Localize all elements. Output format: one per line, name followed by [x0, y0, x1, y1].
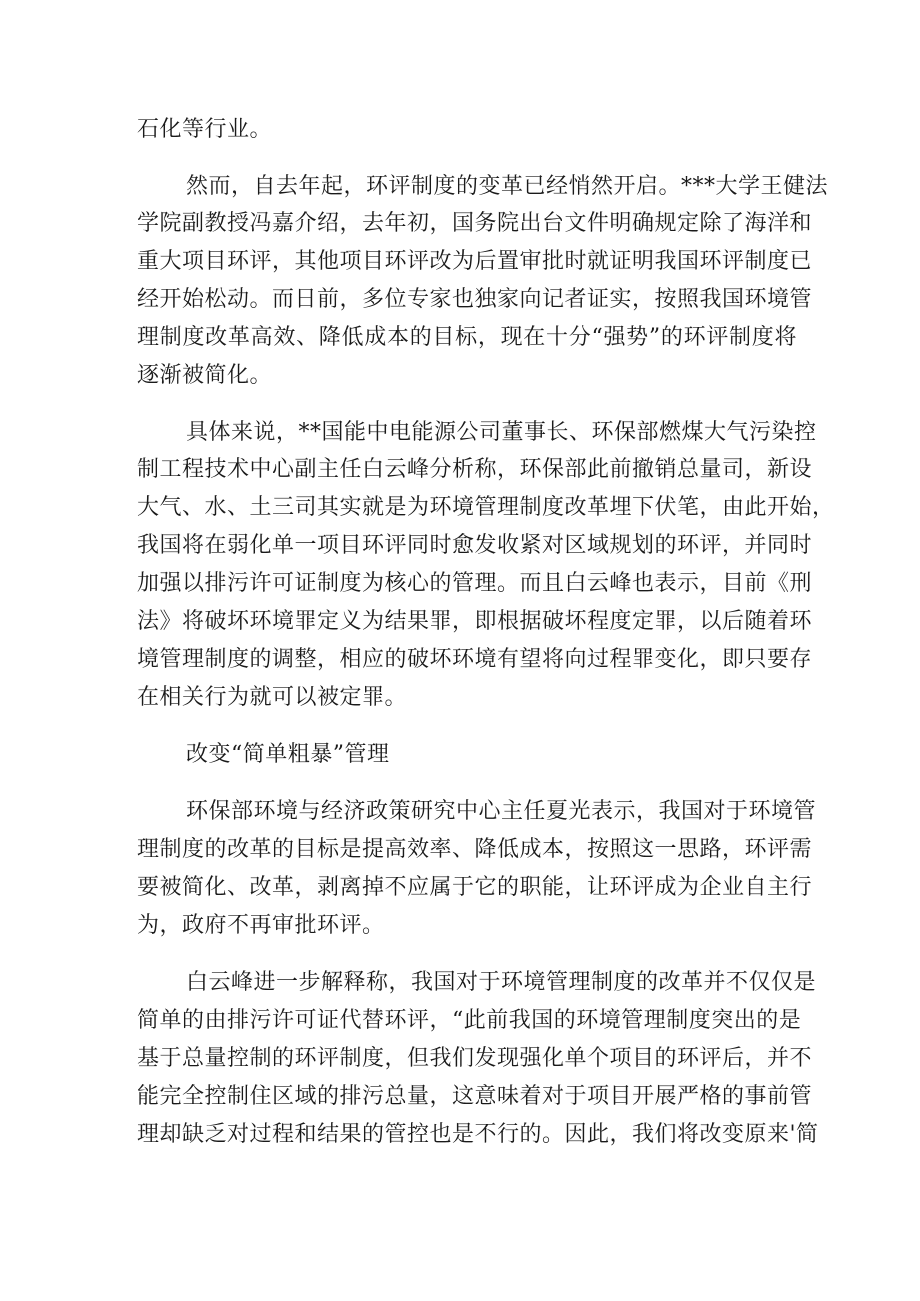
paragraph-line: 能完全控制住区域的排污总量，这意味着对于项目开展严格的事前管 [137, 1084, 813, 1109]
paragraph-line: 为，政府不再审批环评。 [137, 913, 385, 938]
paragraph-line: 逐渐被简化。 [137, 363, 273, 388]
paragraph-line: 理制度改革高效、降低成本的目标，现在十分“强势”的环评制度将 [137, 325, 797, 350]
paragraph-line: 加强以排污许可证制度为核心的管理。而且白云峰也表示，目前《刑 [137, 571, 813, 596]
paragraph-line: 基于总量控制的环评制度，但我们发现强化单个项目的环评后，并不 [137, 1046, 813, 1071]
paragraph-line: 我国将在弱化单一项目环评同时愈发收紧对区域规划的环评，并同时 [137, 533, 813, 558]
paragraph-line: 经开始松动。而日前，多位专家也独家向记者证实，按照我国环境管 [137, 287, 813, 312]
paragraph-line: 简单的由排污许可证代替环评，“此前我国的环境管理制度突出的是 [137, 1008, 802, 1033]
paragraph-line: 白云峰进一步解释称，我国对于环境管理制度的改革并不仅仅是 [186, 970, 817, 995]
paragraph-line: 在相关行为就可以被定罪。 [137, 685, 408, 710]
paragraph-line: 然而，自去年起，环评制度的变革已经悄然开启。***大学王健法 [186, 174, 829, 199]
paragraph-line: 制工程技术中心副主任白云峰分析称，环保部此前撤销总量司，新设 [137, 457, 813, 482]
section-heading: 改变“简单粗暴”管理 [186, 742, 390, 767]
paragraph-line: 重大项目环评，其他项目环评改为后置审批时就证明我国环评制度已 [137, 249, 813, 274]
paragraph-line: 境管理制度的调整，相应的破坏环境有望将向过程罪变化，即只要存 [137, 647, 813, 672]
paragraph-line: 法》将破坏环境罪定义为结果罪，即根据破坏程度定罪，以后随着环 [137, 609, 813, 634]
paragraph-line: 要被简化、改革，剥离掉不应属于它的职能，让环评成为企业自主行 [137, 875, 813, 900]
paragraph-line: 学院副教授冯嘉介绍，去年初，国务院出台文件明确规定除了海洋和 [137, 211, 813, 236]
paragraph-line: 大气、水、土三司其实就是为环境管理制度改革埋下伏笔，由此开始， [137, 495, 835, 520]
paragraph-line: 石化等行业。 [137, 117, 273, 142]
paragraph-line: 环保部环境与经济政策研究中心主任夏光表示，我国对于环境管 [186, 799, 817, 824]
paragraph-line: 理制度的改革的目标是提高效率、降低成本，按照这一思路，环评需 [137, 837, 813, 862]
paragraph-line: 具体来说，**国能中电能源公司董事长、环保部燃煤大气污染控 [186, 420, 817, 445]
paragraph-line: 理却缺乏对过程和结果的管控也是不行的。因此，我们将改变原来'简 [137, 1122, 819, 1147]
